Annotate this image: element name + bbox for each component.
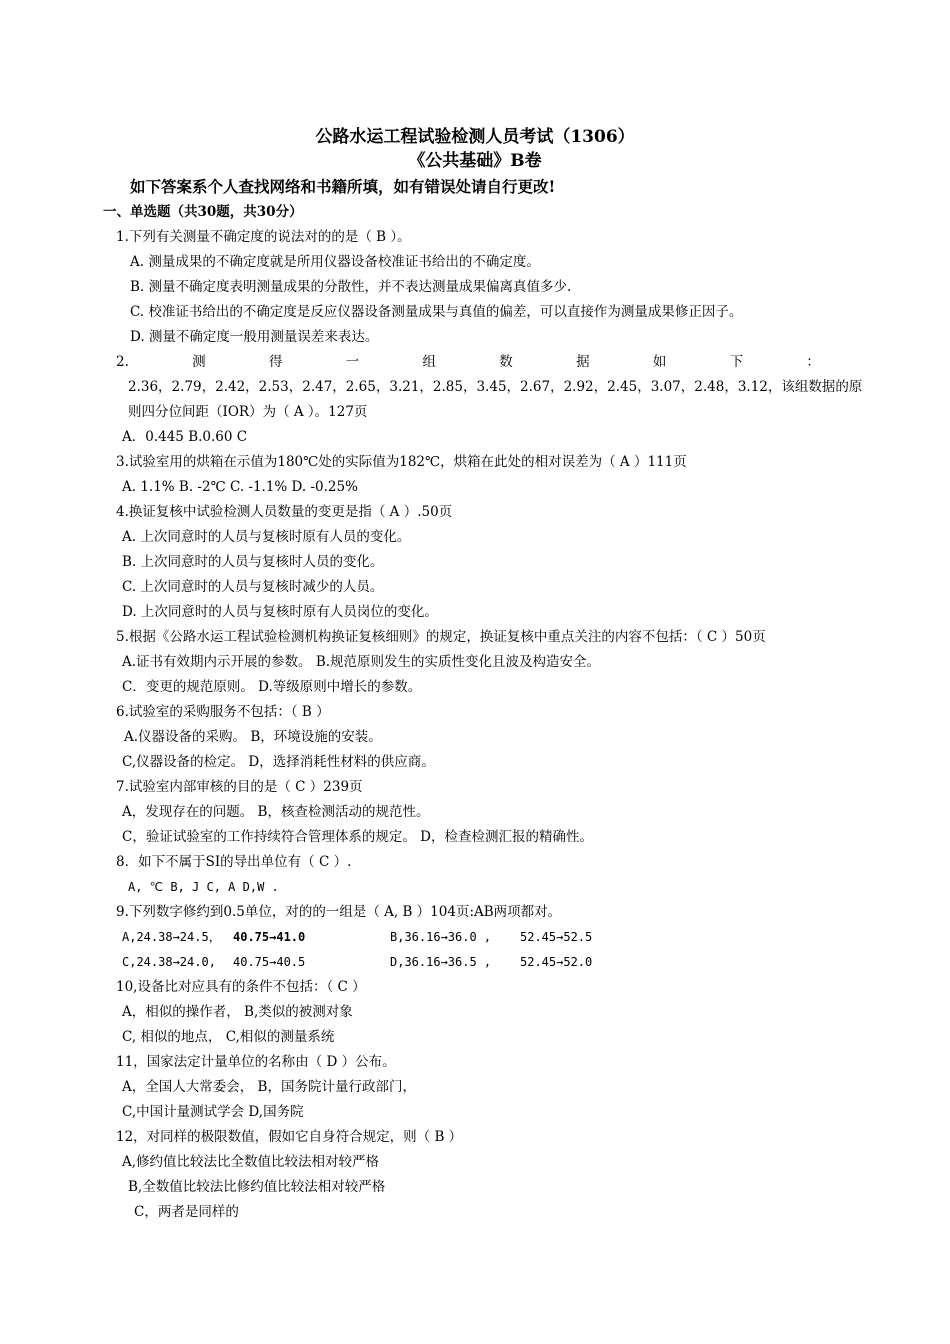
stem-char: 得 [268, 354, 283, 370]
option-b-part: B,36.16→36.0 , [390, 930, 492, 944]
options-line: A.证书有效期内示开展的参数。 B.规范原则发生的实质性变化且波及构造安全。 [122, 654, 601, 670]
option-b: B. 上次同意时的人员与复核时人员的变化。 [122, 554, 384, 570]
option-a: A. 测量成果的不确定度就是所用仪器设备校准证书给出的不确定度。 [130, 254, 540, 270]
section-heading: 一、单选题（共30题，共30分） [103, 204, 303, 220]
option-d-part: 52.45→52.0 [520, 955, 593, 969]
option-a-part: A,24.38→24.5， [122, 930, 221, 944]
question-stem: 1.下列有关测量不确定度的说法对的的是（ B ）。 [116, 229, 411, 245]
question-data: 2.36，2.79，2.42，2.53，2.47，2.65，3.21，2.85，3.45，2.67，2.92，2.45，3.07，2.48，3.12，该组数据的原 [128, 379, 863, 395]
stem-char: 一 [345, 354, 360, 370]
options-line: A. 1.1% B. -2℃ C. -1.1% D. -0.25% [122, 479, 358, 495]
option-a: A,修约值比较法比全数值比较法相对较严格 [122, 1154, 380, 1170]
question-stem: 3.试验室用的烘箱在示值为180℃处的实际值为182℃，烘箱在此处的相对误差为（ A ）111页 [116, 454, 687, 470]
question-stem: 4.换证复核中试验检测人员数量的变更是指（ A ）.50页 [116, 504, 453, 520]
stem-char: 如 [652, 354, 667, 370]
option-a-part: 40.75→41.0 [233, 930, 306, 944]
stem-char: 下 [729, 354, 744, 370]
doc-title: 公路水运工程试验检测人员考试（1306） [315, 127, 635, 147]
options-line: C,仪器设备的检定。 D，选择消耗性材料的供应商。 [122, 754, 435, 770]
options-line: A，相似的操作者， B,类似的被测对象 [122, 1004, 353, 1020]
options-line: C,中国计量测试学会 D,国务院 [122, 1104, 304, 1120]
stem-char: ： [806, 354, 820, 370]
question-stem: 12，对同样的极限数值，假如它自身符合规定，则（ B ） [116, 1129, 463, 1145]
options-line: A.仪器设备的采购。 B，环境设施的安装。 [124, 729, 382, 745]
options-line: C, 相似的地点， C,相似的测量系统 [122, 1029, 335, 1045]
option-d: D. 上次同意时的人员与复核时原有人员岗位的变化。 [122, 604, 438, 620]
options-line: A，全国人大常委会， B，国务院计量行政部门， [122, 1079, 416, 1095]
options-line: C．变更的规范原则。 D.等级原则中增长的参数。 [122, 679, 422, 695]
options-line: C，验证试验室的工作持续符合管理体系的规定。 D，检查检测汇报的精确性。 [122, 829, 593, 845]
question-stem: 10,设备比对应具有的条件不包括：（ C ） [116, 979, 366, 995]
option-a: A. 上次同意时的人员与复核时原有人员的变化。 [122, 529, 411, 545]
question-text: 则四分位间距（IOR）为（ A ）。127页 [128, 404, 368, 420]
option-d-part: D,36.16→36.5 , [390, 955, 492, 969]
option-c: C. 校准证书给出的不确定度是反应仪器设备测量成果与真值的偏差，可以直接作为测量成果修正因子。 [130, 304, 743, 320]
question-stem-spread [116, 353, 820, 371]
question-stem: 5.根据《公路水运工程试验检测机构换证复核细则》的规定，换证复核中重点关注的内容不包括：（ C ）50页 [116, 629, 766, 645]
stem-char: 据 [576, 354, 590, 370]
doc-notice: 如下答案系个人查找网络和书籍所填，如有错误处请自行更改! [130, 177, 556, 196]
question-stem: 7.试验室内部审核的目的是（ C ）239页 [116, 779, 363, 795]
options-line: A，发现存在的问题。 B，核查检测活动的规范性。 [122, 804, 430, 820]
option-d: D. 测量不确定度一般用测量误差来表达。 [130, 329, 379, 345]
stem-char: 数 [499, 354, 513, 370]
option-c-part: C,24.38→24.0, [122, 955, 216, 969]
option-b: B,全数值比较法比修约值比较法相对较严格 [128, 1179, 386, 1195]
question-stem: 9.下列数字修约到0.5单位，对的的一组是（ A, B ）104页:AB两项都对。 [116, 904, 562, 920]
options-line: A, ℃ B, J C, A D,W . [128, 880, 279, 894]
option-c: C，两者是同样的 [134, 1204, 239, 1220]
option-b-part: 52.45→52.5 [520, 930, 593, 944]
option-b: B. 测量不确定度表明测量成果的分散性，并不表达测量成果偏离真值多少. [130, 279, 572, 295]
option-c-part: 40.75→40.5 [233, 955, 306, 969]
stem-char: 2. [116, 354, 129, 370]
question-stem: 8．如下不属于SI的导出单位有（ C ）. [116, 854, 352, 870]
question-stem: 11，国家法定计量单位的名称由（ D ）公布。 [116, 1054, 396, 1070]
question-stem: 6.试验室的采购服务不包括：（ B ） [116, 704, 330, 720]
options-line: A．0.445 B.0.60 C [122, 429, 248, 445]
doc-subtitle: 《公共基础》B卷 [408, 151, 542, 171]
stem-char: 测 [192, 354, 206, 370]
option-c: C. 上次同意时的人员与复核时减少的人员。 [122, 579, 384, 595]
stem-char: 组 [422, 354, 437, 370]
